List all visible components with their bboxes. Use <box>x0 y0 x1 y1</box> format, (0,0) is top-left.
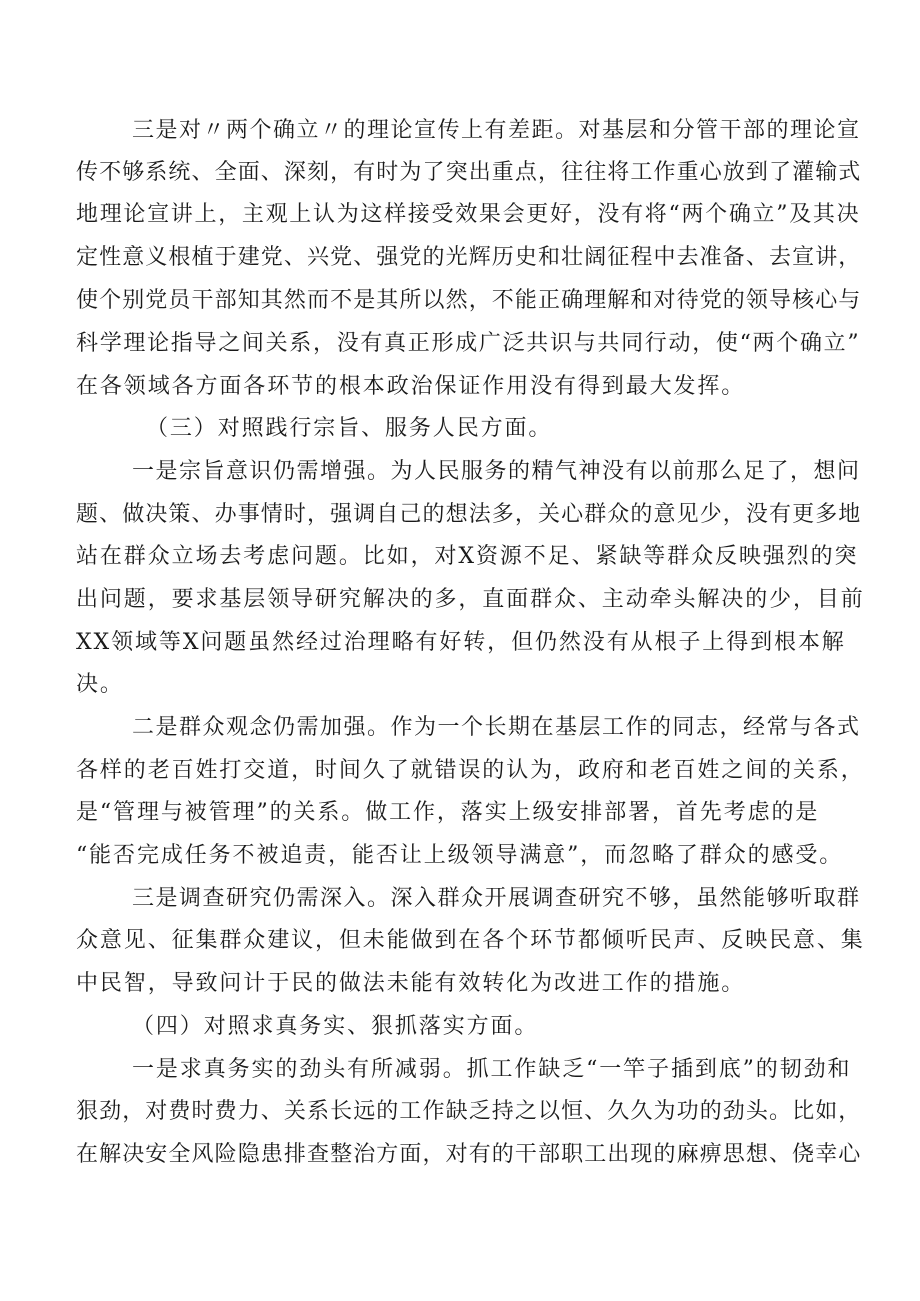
paragraph-line: 地理论宣讲上，主观上认为这样接受效果会更好，没有将“两个确立”及其决 <box>76 202 861 227</box>
paragraph-line: 众意见、征集群众建议，但未能做到在各个环节都倾听民声、反映民意、集 <box>76 928 865 953</box>
paragraph-line: 各样的老百姓打交道，时间久了就错误的认为，政府和老百姓之间的关系， <box>76 758 865 783</box>
paragraph-line: 题、做决策、办事情时，强调自己的想法多，关心群众的意见少，没有更多地 <box>76 502 862 527</box>
section-heading: （四）对照求真务实、狠抓落实方面。 <box>132 1014 539 1039</box>
paragraph-line: 定性意义根植于建党、兴党、强党的光辉历史和壮阔征程中去准备、去宣讲， <box>76 245 862 270</box>
paragraph-line: 站在群众立场去考虑问题。比如，对X资源不足、紧缺等群众反映强烈的突 <box>76 544 859 569</box>
paragraph-line: 是“管理与被管理”的关系。做工作，落实上级安排部署，首先考虑的是 <box>76 800 820 825</box>
paragraph-line: 中民智，导致问计于民的做法未能有效转化为改进工作的措施。 <box>76 971 746 996</box>
paragraph-line: 三是调查研究仍需深入。深入群众开展调查研究不够，虽然能够听取群 <box>132 886 861 911</box>
paragraph-line: 一是求真务实的劲头有所减弱。抓工作缺乏“一竿子插到底”的韧劲和 <box>132 1057 852 1082</box>
paragraph-line: 一是宗旨意识仍需增强。为人民服务的精气神没有以前那么足了，想问 <box>132 459 861 484</box>
paragraph-line: 二是群众观念仍需加强。作为一个长期在基层工作的同志，经常与各式 <box>132 715 861 740</box>
paragraph-line: 三是对〃两个确立〃的理论宣传上有差距。对基层和分管干部的理论宣 <box>132 118 861 143</box>
paragraph-line: 决。 <box>76 672 124 697</box>
paragraph-line: XX领域等X问题虽然经过治理略有好转，但仍然没有从根子上得到根本解 <box>76 630 846 655</box>
paragraph-line: 狠劲，对费时费力、关系长远的工作缺乏持之以恒、久久为功的劲头。比如， <box>76 1099 862 1124</box>
paragraph-line: 在解决安全风险隐患排查整治方面，对有的干部职工出现的麻痹思想、侥幸心 <box>76 1142 862 1167</box>
paragraph-line: 使个别党员干部知其然而不是其所以然，不能正确理解和对待党的领导核心与 <box>76 288 862 313</box>
paragraph-line: 科学理论指导之间关系，没有真正形成广泛共识与共同行动，使“两个确立” <box>76 331 861 356</box>
paragraph-line: 出问题，要求基层领导研究解决的多，直面群众、主动牵头解决的少，目前 <box>76 587 865 612</box>
paragraph-line: 传不够系统、全面、深刻，有时为了突出重点，往往将工作重心放到了灌输式 <box>76 160 862 185</box>
paragraph-line: 在各领域各方面各环节的根本政治保证作用没有得到最大发挥。 <box>76 374 746 399</box>
section-heading: （三）对照践行宗旨、服务人民方面。 <box>146 416 553 441</box>
paragraph-line: “能否完成任务不被追责，能否让上级领导满意”，而忽略了群众的感受。 <box>76 843 844 868</box>
